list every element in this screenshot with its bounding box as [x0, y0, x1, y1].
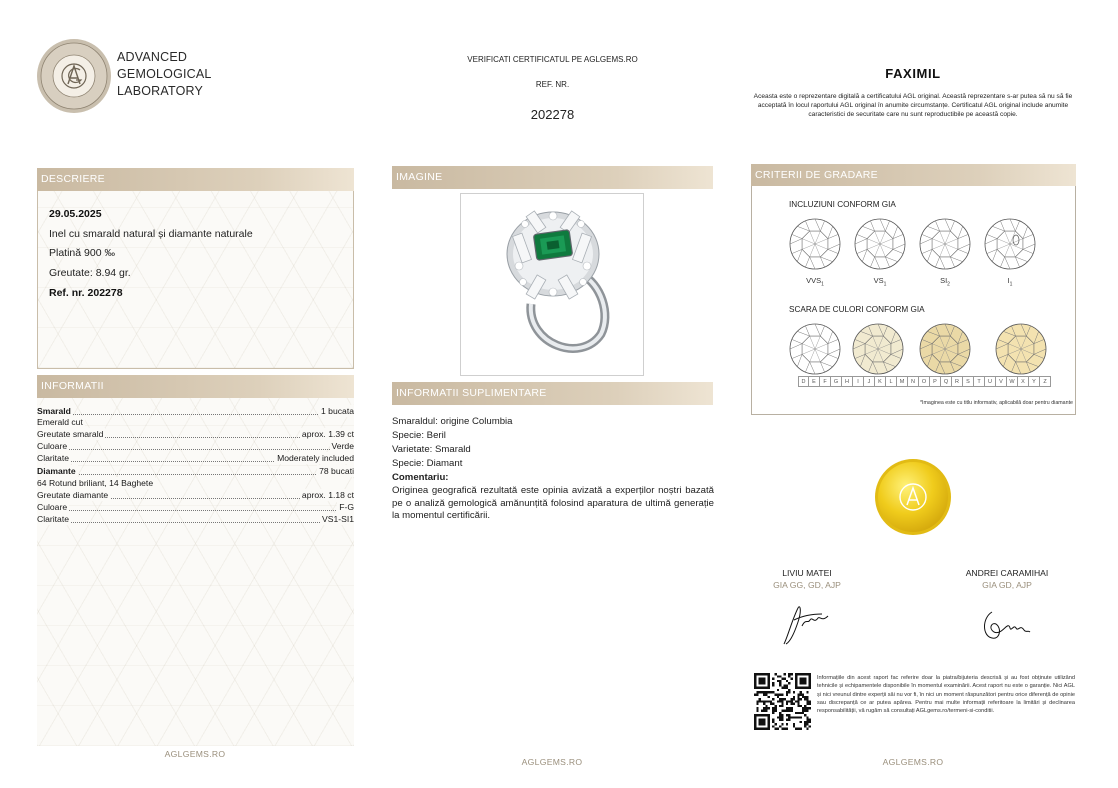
info-key: 64 Rotund briliant, 14 Baghete	[37, 478, 154, 488]
description-date: 29.05.2025	[49, 208, 102, 220]
comment-label: Comentariu:	[392, 472, 449, 483]
inclusion-label	[990, 276, 1030, 288]
color-scale-cell: H	[842, 376, 853, 387]
dotted-leader	[37, 510, 354, 511]
info-key: Culoare	[37, 441, 68, 451]
ref-number-label: REF. NR.	[535, 80, 570, 89]
descriere-header: DESCRIERE	[37, 168, 354, 191]
imagine-header: IMAGINE	[392, 166, 713, 189]
color-scale-cell: X	[1018, 376, 1029, 387]
color-scale-cell: E	[809, 376, 820, 387]
color-scale-cell: S	[963, 376, 974, 387]
color-scale-cell: V	[996, 376, 1007, 387]
ring-photo	[460, 193, 644, 376]
info-row	[37, 501, 354, 513]
info-key: Greutate smarald	[37, 429, 104, 439]
faximil-title: FAXIMIL	[885, 66, 941, 81]
color-scale-bar	[798, 376, 1051, 387]
info-row	[37, 489, 354, 501]
color-scale-cell: D	[798, 376, 809, 387]
informatii-header: INFORMATII	[37, 375, 354, 398]
info-key: Culoare	[37, 502, 68, 512]
logo-text	[117, 49, 212, 100]
inclusion-label	[860, 276, 900, 288]
gold-seal-icon	[874, 458, 952, 536]
inclusion-diagram-icon	[789, 218, 841, 275]
info-value: aprox. 1.18 ct	[301, 490, 354, 500]
inclusion-grade-sub: 1	[883, 281, 887, 288]
description-metal: Platină 900 ‰	[49, 247, 115, 259]
logo-line-2: GEMOLOGICAL	[117, 67, 212, 81]
info-row	[37, 465, 354, 477]
color-scale-cell: P	[930, 376, 941, 387]
ring-image	[461, 194, 643, 375]
logo-line-3: LABORATORY	[117, 84, 204, 98]
color-scale-cell: R	[952, 376, 963, 387]
info-row	[37, 477, 354, 489]
color-scale-cell: J	[864, 376, 875, 387]
inclusion-label	[795, 276, 835, 288]
signer-2-name: ANDREI CARAMIHAI	[965, 568, 1049, 578]
informatii-panel	[37, 398, 354, 746]
comment-text: Originea geografică rezultată este opinia avizată a experților noștri bazată pe o analiză gemologică amănunțită folosind aparatura de ultimă generație la momentul certificării.	[392, 485, 714, 521]
variety-line: Varietate: Smarald	[392, 444, 471, 455]
info-row	[37, 452, 354, 464]
logo-line-1: ADVANCED	[117, 50, 188, 64]
footer-center-link[interactable]: AGLGEMS.RO	[521, 757, 583, 767]
signature-2-icon	[978, 602, 1034, 646]
dotted-leader	[37, 522, 354, 523]
info-key: Greutate diamante	[37, 490, 109, 500]
inclusion-grade-sub: 1	[821, 281, 824, 288]
inclusion-grade: I	[1007, 276, 1010, 285]
color-scale-cell: W	[1007, 376, 1018, 387]
dotted-leader	[37, 449, 354, 450]
criterii-header: CRITERII DE GRADARE	[751, 164, 1076, 187]
color-scale-cell: Y	[1029, 376, 1040, 387]
color-scale-cell: F	[820, 376, 831, 387]
inclusion-grade: VVS	[806, 276, 822, 285]
qr-code-icon[interactable]	[754, 673, 811, 730]
inclusion-diagram-icon	[919, 218, 971, 275]
info-value: F-G	[339, 502, 354, 512]
color-scale-cell: K	[875, 376, 886, 387]
color-scale-cell: O	[919, 376, 930, 387]
dotted-leader	[37, 414, 354, 415]
color-scale-cell: G	[831, 376, 842, 387]
inclusion-diagram-icon	[854, 218, 906, 275]
suplimentare-header: INFORMATII SUPLIMENTARE	[392, 382, 713, 405]
inclusion-grade-sub: 1	[1009, 281, 1013, 288]
ref-number-value: 202278	[530, 107, 575, 122]
info-key: Claritate	[37, 514, 69, 524]
dotted-leader	[37, 474, 354, 475]
info-value: VS1-SI1	[321, 514, 354, 524]
info-value: 1 bucata	[321, 406, 354, 416]
color-scale-cell: T	[974, 376, 985, 387]
verify-certificate-link[interactable]: VERIFICATI CERTIFICATUL PE AGLGEMS.RO	[467, 55, 638, 64]
color-scale-cell: U	[985, 376, 996, 387]
info-value: Verde	[331, 441, 354, 451]
species-diamond-line: Specie: Diamant	[392, 458, 463, 469]
description-item: Inel cu smarald natural și diamante naturale	[49, 228, 253, 240]
color-scale-cell: Z	[1040, 376, 1051, 387]
inclusion-grade-sub: 2	[947, 281, 950, 288]
info-row	[37, 416, 354, 428]
color-grade-diagram-icon	[919, 323, 971, 380]
signature-1-icon	[778, 600, 834, 648]
description-ref: Ref. nr. 202278	[49, 287, 123, 299]
inclusion-grade: SI	[940, 276, 948, 285]
info-key: Emerald cut	[37, 417, 83, 427]
color-scale-cell: L	[886, 376, 897, 387]
info-row	[37, 428, 354, 440]
info-row	[37, 440, 354, 452]
descriere-panel	[37, 191, 354, 369]
color-grade-diagram-icon	[995, 323, 1047, 380]
faximil-notice: Aceasta este o reprezentare digitală a certificatului AGL original. Această reprezentare s-ar putea să nu să fie acceptată în locul raportului AGL original în anumite circumstanțe. Certificatul AGL original include anumite caracteristici de securitate care nu sunt reproductibile pe această copie.	[753, 93, 1073, 118]
info-value: 78 bucati	[319, 466, 354, 476]
description-weight: Greutate: 8.94 gr.	[49, 267, 131, 279]
color-scale-cell: N	[908, 376, 919, 387]
origin-line: Smaraldul: origine Columbia	[392, 416, 513, 427]
info-key: Diamante	[37, 466, 76, 476]
info-row	[37, 513, 354, 525]
footer-right-link[interactable]: AGLGEMS.RO	[882, 757, 944, 767]
color-scale-title: SCARA DE CULORI CONFORM GIA	[789, 305, 925, 314]
criteria-note: *Imaginea este cu titlu informativ, aplicabilă doar pentru diamante	[919, 400, 1073, 406]
info-key: Smarald	[37, 406, 71, 416]
criterii-panel	[751, 186, 1076, 415]
suplimentare-panel	[392, 415, 714, 523]
color-grade-diagram-icon	[852, 323, 904, 380]
info-key: Claritate	[37, 453, 69, 463]
inclusions-title: INCLUZIUNI CONFORM GIA	[789, 200, 896, 209]
signer-1-title: GIA GG, GD, AJP	[773, 580, 841, 590]
species-beryl-line: Specie: Beril	[392, 430, 446, 441]
info-value: aprox. 1.39 ct	[301, 429, 354, 439]
color-scale-cell: M	[897, 376, 908, 387]
signer-1-name: LIVIU MATEI	[782, 568, 832, 578]
color-scale-cell: I	[853, 376, 864, 387]
color-grade-diagram-icon	[789, 323, 841, 380]
inclusion-diagram-icon	[984, 218, 1036, 275]
inclusion-grade: VS	[873, 276, 884, 285]
signer-2-title: GIA GD, AJP	[982, 580, 1032, 590]
disclaimer-text: Informațiile din acest raport fac referire doar la piatra/bijuteria descrisă și au fost obținute utilizând tehnicile și echipamentele disponibile în momentul examinării. Acest raport nu este o garanție. Nici AGL și nici vreunul dintre experții săi nu vor fi, în nici un moment răspunzători pentru orice diferență de opinie sau discrepanță ce ar putea apărea. Pentru mai multe informații referitoare la limitări și declinarea responsabilității, vă rugăm să consultați AGLgems.ro/termeni-si-conditii.	[817, 675, 1075, 715]
color-scale-cell: Q	[941, 376, 952, 387]
agl-logo-seal-icon	[36, 38, 112, 114]
footer-left-link[interactable]: AGLGEMS.RO	[164, 749, 226, 759]
info-value: Moderately included	[277, 453, 354, 463]
inclusion-label	[925, 276, 965, 288]
